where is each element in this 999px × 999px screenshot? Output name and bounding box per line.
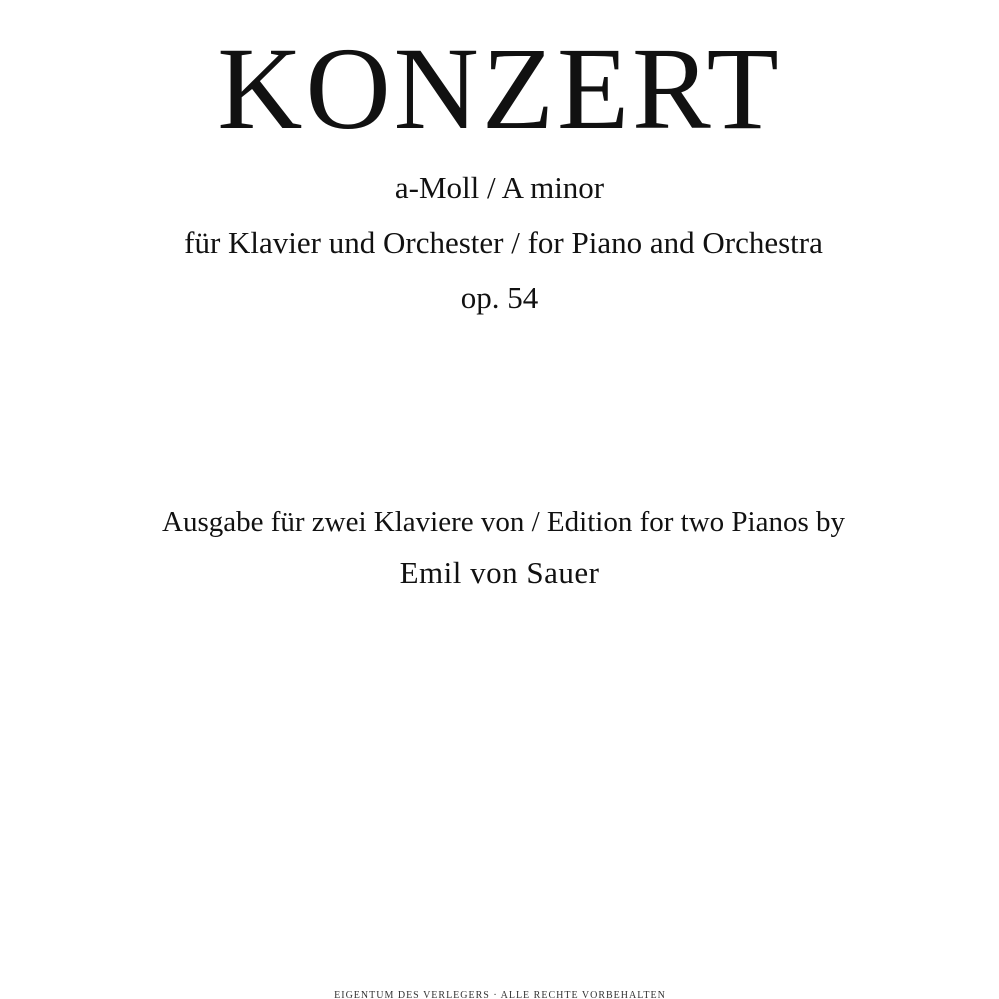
footer-copyright-clip (300, 990, 700, 999)
arranger-name: Emil von Sauer (399, 555, 600, 590)
key-subtitle: a-Moll / A minor (394, 170, 605, 205)
scoring-subtitle: für Klavier und Orchester / for Piano and Orchestra (184, 225, 823, 260)
edition-note: Ausgabe für zwei Klaviere von / Edition for two Pianos by (162, 506, 845, 538)
opus-number: op. 54 (460, 280, 539, 315)
footer-copyright: EIGENTUM DES VERLEGERS · ALLE RECHTE VORBEHALTEN (334, 990, 666, 999)
page-title: KONZERT (217, 23, 782, 154)
